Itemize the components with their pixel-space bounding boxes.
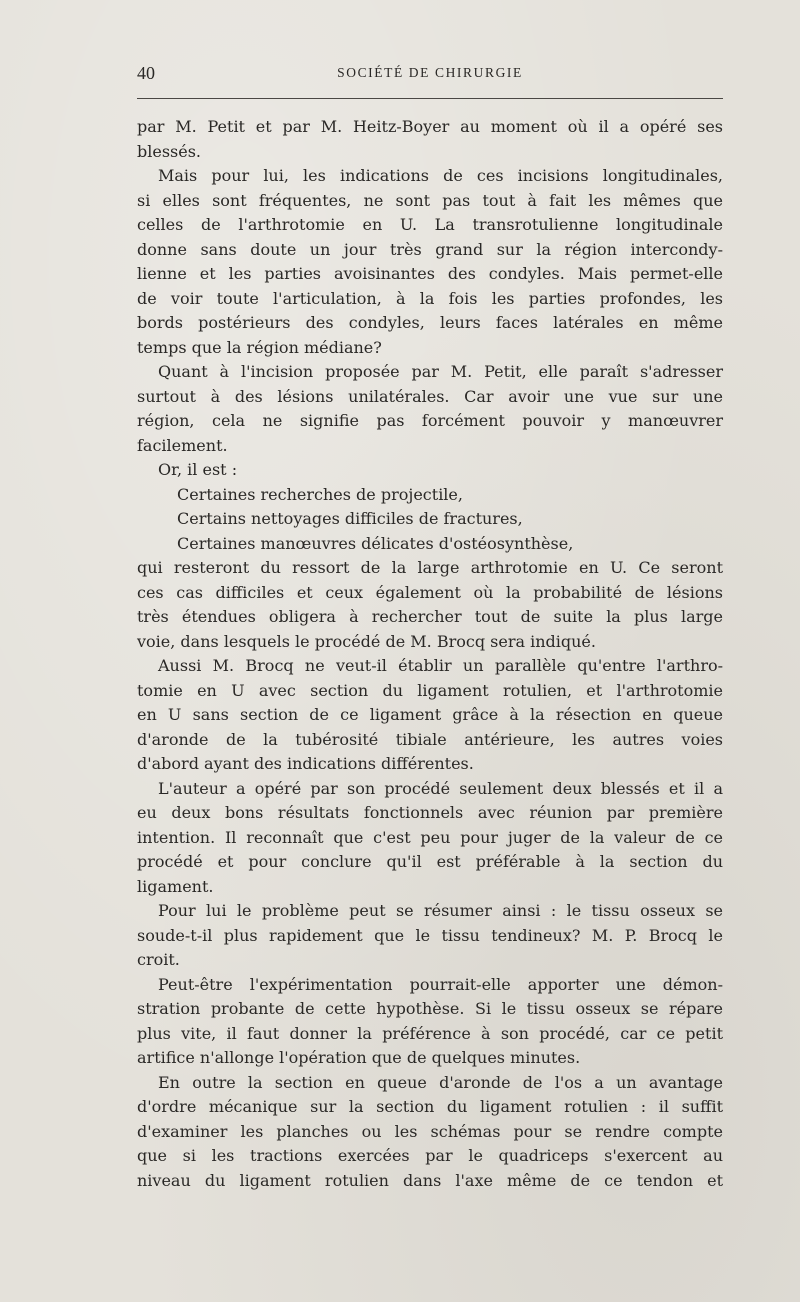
text-line: ces cas difficiles et ceux également où la probabilité de lésions	[137, 582, 723, 602]
text-line: d'aronde de la tubérosité tibiale antérieure, les autres voies	[137, 729, 723, 749]
body-text	[137, 115, 723, 1193]
text-line: croit.	[137, 950, 180, 969]
text-line: de voir toute l'articulation, à la fois les parties profondes, les	[137, 288, 723, 308]
text-line: que si les tractions exercées par le quadriceps s'exercent au	[137, 1146, 723, 1165]
header-rule	[137, 98, 723, 99]
text-line: Mais pour lui, les indications de ces incisions longitudinales,	[158, 166, 723, 185]
text-line: artifice n'allonge l'opération que de quelques minutes.	[137, 1048, 581, 1067]
page-header	[137, 58, 723, 88]
text-line: d'ordre mécanique sur la section du ligament rotulien : il suffit	[137, 1097, 723, 1116]
text-line: en U sans section de ce ligament grâce à la résection en queue	[137, 705, 723, 724]
text-line: si elles sont fréquentes, ne sont pas tout à fait les mêmes que	[137, 190, 723, 210]
list-item: Certains nettoyages difficiles de fractures,	[177, 509, 523, 528]
text-line: voie, dans lesquels le procédé de M. Brocq sera indiqué.	[137, 631, 596, 651]
text-line: facilement.	[137, 435, 228, 455]
text-line: soude-t-il plus rapidement que le tissu tendineux? M. P. Brocq le	[137, 925, 723, 945]
text-line: d'examiner les planches ou les schémas pour se rendre compte	[137, 1121, 723, 1141]
text-line: En outre la section en queue d'aronde de l'os a un avantage	[158, 1072, 723, 1092]
text-line: très étendues obligera à rechercher tout de suite la plus large	[137, 607, 723, 626]
text-line: d'abord ayant des indications différentes.	[137, 754, 474, 773]
list-item: Certaines manœuvres délicates d'ostéosynthèse,	[177, 533, 574, 553]
text-line: Peut-être l'expérimentation pourrait-elle apporter une démon-	[158, 974, 723, 994]
text-line: ligament.	[137, 876, 214, 896]
text-line: eu deux bons résultats fonctionnels avec réunion par première	[137, 803, 723, 822]
text-line: plus vite, il faut donner la préférence à son procédé, car ce petit	[137, 1023, 723, 1043]
text-line: stration probante de cette hypothèse. Si le tissu osseux se répare	[137, 999, 723, 1018]
text-line: Or, il est :	[158, 460, 238, 479]
text-line: lienne et les parties avoisinantes des condyles. Mais permet-elle	[137, 264, 723, 283]
text-line: celles de l'arthrotomie en U. La transrotulienne longitudinale	[137, 215, 723, 234]
text-line: blessés.	[137, 141, 202, 161]
text-line: surtout à des lésions unilatérales. Car avoir une vue sur une	[137, 386, 723, 406]
text-line: qui resteront du ressort de la large arthrotomie en U. Ce seront	[137, 558, 723, 577]
text-line: bords postérieurs des condyles, leurs faces latérales en même	[137, 313, 723, 332]
text-line: Quant à l'incision proposée par M. Petit, elle paraît s'adresser	[158, 362, 723, 381]
text-line: Aussi M. Brocq ne veut-il établir un parallèle qu'entre l'arthro-	[158, 656, 723, 675]
text-line: temps que la région médiane?	[137, 337, 382, 357]
text-line: donne sans doute un jour très grand sur la région intercondy-	[137, 239, 723, 259]
page-number: 40	[137, 63, 155, 83]
list-item: Certaines recherches de projectile,	[177, 484, 463, 504]
text-line: région, cela ne signifie pas forcément pouvoir y manœuvrer	[137, 411, 723, 430]
text-line: niveau du ligament rotulien dans l'axe même de ce tendon et	[137, 1170, 723, 1190]
text-line: intention. Il reconnaît que c'est peu pour juger de la valeur de ce	[137, 827, 723, 847]
text-line: Pour lui le problème peut se résumer ainsi : le tissu osseux se	[158, 901, 723, 920]
running-head: SOCIÉTÉ DE CHIRURGIE	[337, 65, 523, 80]
text-line: L'auteur a opéré par son procédé seulement deux blessés et il a	[158, 778, 723, 798]
text-line: procédé et pour conclure qu'il est préférable à la section du	[137, 852, 723, 871]
text-line: par M. Petit et par M. Heitz-Boyer au moment où il a opéré ses	[137, 117, 723, 136]
text-line: tomie en U avec section du ligament rotulien, et l'arthrotomie	[137, 680, 723, 700]
